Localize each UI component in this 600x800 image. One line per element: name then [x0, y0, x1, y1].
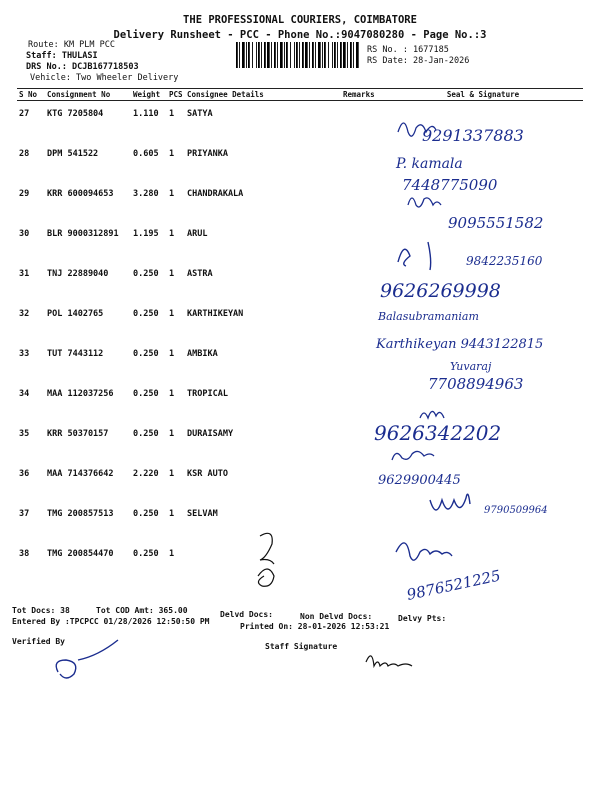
hw-row38: 9876521225	[405, 566, 503, 604]
staff-signature-label: Staff Signature	[265, 642, 338, 651]
cell-sno: 28	[19, 149, 30, 159]
cell-consignment-no: KRR 50370157	[47, 429, 109, 439]
col-header-consignment: Consignment No	[45, 89, 131, 101]
cell-consignee: KSR AUTO	[187, 469, 228, 479]
cell-consignment-no: KTG 7205804	[47, 109, 104, 119]
cell-pcs: 1	[169, 549, 175, 559]
hw-row33-name: Yuvaraj	[450, 360, 492, 373]
total-docs: Tot Docs: 38	[12, 606, 70, 615]
hw-row28-name: P. kamala	[396, 156, 463, 172]
cell-sno: 27	[19, 109, 30, 119]
cell-consignee: PRIYANKA	[187, 149, 228, 159]
cell-sno: 38	[19, 549, 30, 559]
cell-weight: 0.250	[133, 509, 159, 519]
hw-row36: 9790509964	[484, 505, 548, 516]
runsheet-table	[17, 88, 583, 581]
cell-signature	[383, 181, 583, 221]
table-row	[17, 101, 583, 142]
cell-sno: 36	[19, 469, 30, 479]
table-row	[17, 421, 583, 461]
verified-signature	[56, 640, 118, 678]
cell-weight: 3.280	[133, 189, 159, 199]
table-row	[17, 221, 583, 261]
col-header-weight: Weight	[131, 89, 167, 101]
hw-row32-phone: Karthikeyan 9443122815	[376, 337, 544, 352]
cell-consignment-no: TMG 200854470	[47, 549, 114, 559]
table-row	[17, 381, 583, 421]
cell-signature	[383, 101, 583, 142]
hw-row35: 9626342202	[374, 421, 502, 445]
cell-weight: 0.250	[133, 429, 159, 439]
cell-weight: 1.195	[133, 229, 159, 239]
verified-by-label: Verified By	[12, 637, 65, 646]
cell-consignee: KARTHIKEYAN	[187, 309, 244, 319]
col-header-remarks: Remarks	[341, 89, 383, 101]
cell-signature	[383, 461, 583, 501]
cell-pcs: 1	[169, 429, 175, 439]
cell-sno: 33	[19, 349, 30, 359]
runsheet-subtitle: Delivery Runsheet - PCC - Phone No.:9047080280 - Page No.:3	[113, 29, 487, 41]
cell-pcs: 1	[169, 469, 175, 479]
barcode	[236, 42, 362, 68]
cell-remarks	[341, 221, 383, 261]
col-header-consignee: Consignee Details	[185, 89, 341, 101]
staff-label: Staff: THULASI	[26, 51, 98, 61]
cell-pcs: 1	[169, 349, 175, 359]
cell-weight: 1.110	[133, 109, 159, 119]
cell-remarks	[341, 501, 383, 541]
cell-weight: 2.220	[133, 469, 159, 479]
cell-pcs: 1	[169, 229, 175, 239]
cell-sno: 30	[19, 229, 30, 239]
table-row	[17, 461, 583, 501]
col-header-sno: S No	[17, 89, 45, 101]
cell-remarks	[341, 421, 383, 461]
table-row	[17, 341, 583, 381]
non-delivered-docs: Non Delvd Docs:	[300, 612, 373, 621]
cell-signature	[383, 421, 583, 461]
cell-consignee: CHANDRAKALA	[187, 189, 244, 199]
cell-consignee: ASTRA	[187, 269, 213, 279]
cell-pcs: 1	[169, 269, 175, 279]
cell-consignee: TROPICAL	[187, 389, 228, 399]
table-row	[17, 501, 583, 541]
cell-consignment-no: TUT 7443112	[47, 349, 104, 359]
cell-pcs: 1	[169, 109, 175, 119]
col-header-signature: Seal & Signature	[383, 89, 583, 101]
cell-pcs: 1	[169, 389, 175, 399]
cell-consignment-no: TMG 200857513	[47, 509, 114, 519]
cell-sno: 31	[19, 269, 30, 279]
col-header-pcs: PCS	[167, 89, 185, 101]
cell-consignment-no: KRR 600094653	[47, 189, 114, 199]
cell-consignment-no: POL 1402765	[47, 309, 104, 319]
route-label: Route: KM PLM PCC	[28, 40, 115, 50]
hw-row33-phone: 7708894963	[428, 375, 524, 393]
cell-remarks	[341, 541, 383, 581]
table-header-row	[17, 89, 583, 101]
cell-remarks	[341, 341, 383, 381]
total-cod-amount: Tot COD Amt: 365.00	[96, 606, 188, 615]
delivery-points: Delvy Pts:	[398, 614, 447, 623]
cell-signature	[383, 501, 583, 541]
cell-consignment-no: MAA 112037256	[47, 389, 114, 399]
cell-consignee: DURAISAMY	[187, 429, 234, 439]
hw-row27: 9291337883	[422, 126, 524, 145]
cell-weight: 0.250	[133, 349, 159, 359]
cell-remarks	[341, 461, 383, 501]
cell-consignee: SELVAM	[187, 509, 218, 519]
cell-signature	[383, 261, 583, 301]
drs-number: DRS No.: DCJB167718503	[26, 62, 139, 72]
cell-signature	[383, 541, 583, 581]
delivered-docs: Delvd Docs:	[220, 610, 273, 619]
cell-consignment-no: DPM 541522	[47, 149, 99, 159]
hw-row35-phone: 9629900445	[378, 473, 461, 488]
cell-weight: 0.250	[133, 549, 159, 559]
cell-consignment-no: BLR 9000312891	[47, 229, 119, 239]
hw-row32-name: Balasubramaniam	[378, 310, 479, 323]
printed-on: Printed On: 28-01-2026 12:53:21	[240, 622, 390, 631]
cell-sno: 29	[19, 189, 30, 199]
cell-sno: 37	[19, 509, 30, 519]
cell-weight: 0.605	[133, 149, 159, 159]
cell-pcs: 1	[169, 189, 175, 199]
cell-remarks	[341, 301, 383, 341]
cell-sno: 35	[19, 429, 30, 439]
cell-consignee: ARUL	[187, 229, 208, 239]
table-row	[17, 141, 583, 181]
cell-signature	[383, 141, 583, 181]
vehicle-label: Vehicle: Two Wheeler Delivery	[30, 73, 179, 83]
hw-row28-phone: 7448775090	[402, 176, 498, 194]
cell-pcs: 1	[169, 149, 175, 159]
cell-sno: 34	[19, 389, 30, 399]
rs-date: RS Date: 28-Jan-2026	[367, 56, 470, 66]
cell-consignment-no: MAA 714376642	[47, 469, 114, 479]
table-row	[17, 261, 583, 301]
cell-sno: 32	[19, 309, 30, 319]
cell-signature	[383, 221, 583, 261]
cell-consignee	[185, 541, 341, 581]
cell-pcs: 1	[169, 509, 175, 519]
entered-by: Entered By :TPCPCC 01/28/2026 12:50:50 PM	[12, 617, 210, 626]
cell-weight: 0.250	[133, 269, 159, 279]
cell-remarks	[341, 141, 383, 181]
hw-row30: 9842235160	[466, 254, 543, 268]
rs-number: RS No. : 1677185	[367, 45, 449, 55]
company-title: THE PROFESSIONAL COURIERS, COIMBATORE	[183, 14, 417, 26]
cell-signature	[383, 301, 583, 341]
cell-signature	[383, 381, 583, 421]
cell-weight: 0.250	[133, 309, 159, 319]
cell-consignee: SATYA	[187, 109, 213, 119]
table-row	[17, 541, 583, 581]
cell-remarks	[341, 181, 383, 221]
cell-consignment-no: TNJ 22889040	[47, 269, 109, 279]
cell-remarks	[341, 101, 383, 142]
hw-row29: 9095551582	[448, 214, 544, 232]
cell-remarks	[341, 381, 383, 421]
hw-row31: 9626269998	[380, 280, 501, 302]
cell-remarks	[341, 261, 383, 301]
cell-weight: 0.250	[133, 389, 159, 399]
cell-signature	[383, 341, 583, 381]
staff-signature-scribble	[366, 656, 412, 666]
table-row	[17, 301, 583, 341]
cell-pcs: 1	[169, 309, 175, 319]
cell-consignee: AMBIKA	[187, 349, 218, 359]
table-row	[17, 181, 583, 221]
